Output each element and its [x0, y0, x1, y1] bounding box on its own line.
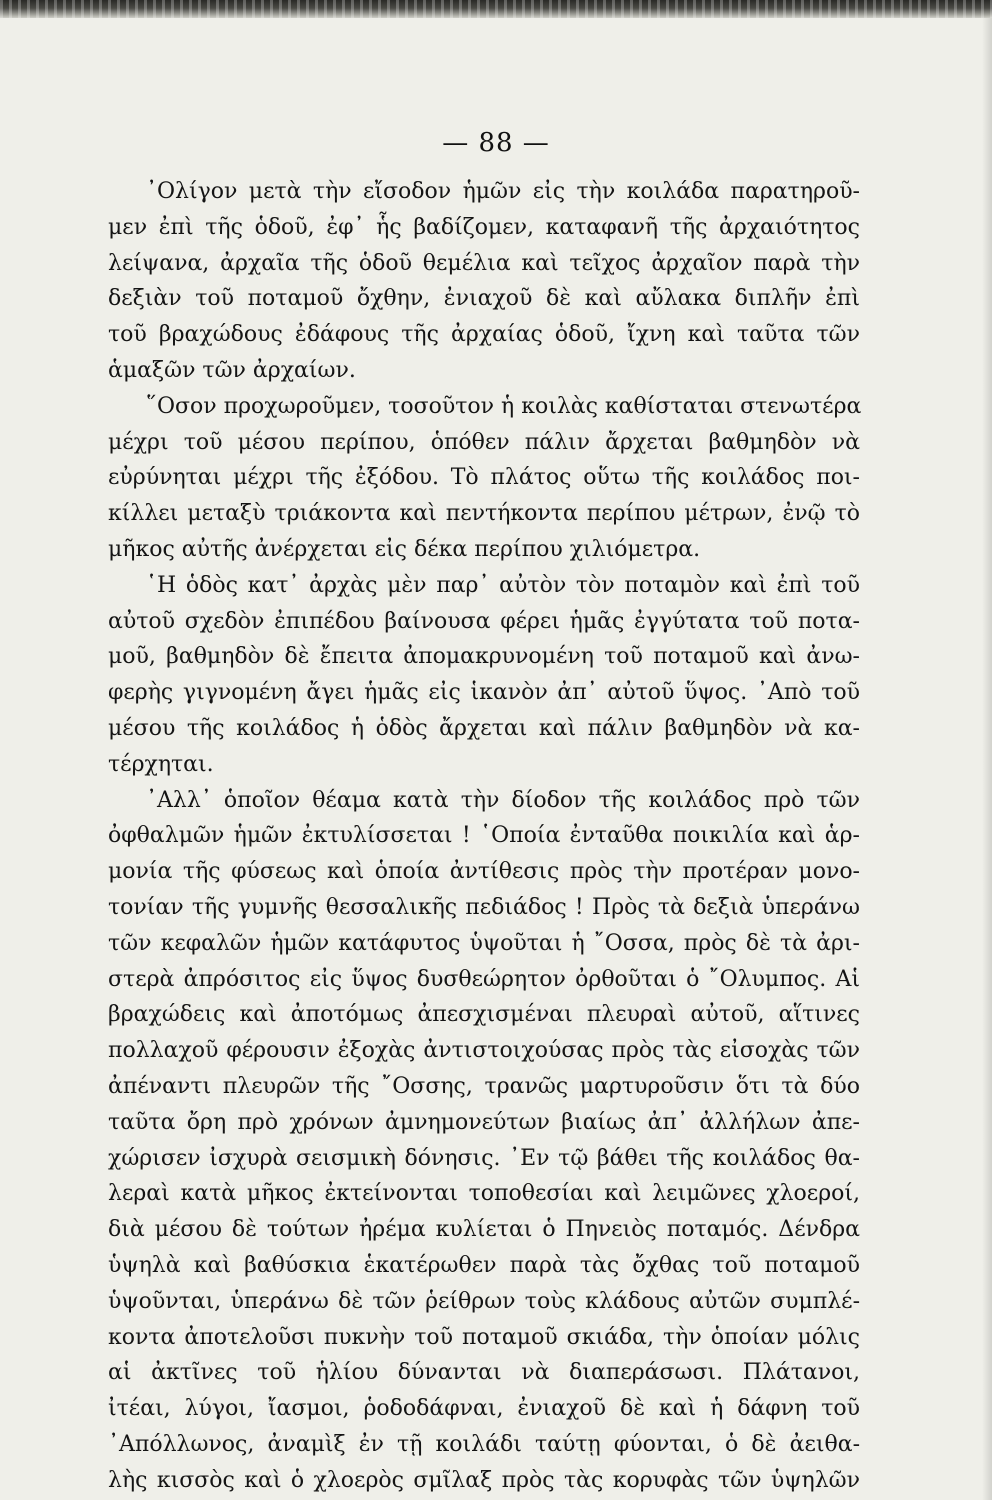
text-line: ἀπέναντι πλευρῶν τῆς ῎Οσσης, τρανῶς μαρτυροῦσιν ὅτι τὰ δύο: [108, 1073, 860, 1099]
text-line: λὴς κισσὸς καὶ ὁ χλοερὸς σμῖλαξ πρὸς τὰς κορυφὰς τῶν ὑψηλῶν: [108, 1467, 860, 1493]
text-line: μέσου τῆς κοιλάδος ἡ ὁδὸς ἄρχεται καὶ πάλιν βαθμηδὸν νὰ κα-: [108, 715, 860, 741]
paragraph-4: [108, 783, 860, 1499]
text-line: ῾Η ὁδὸς κατ᾿ ἀρχὰς μὲν παρ᾿ αὐτὸν τὸν ποταμὸν καὶ ἐπὶ τοῦ: [146, 572, 860, 598]
text-line: ῞Οσον προχωροῦμεν, τοσοῦτον ἡ κοιλὰς καθίσταται στενωτέρα: [146, 393, 862, 419]
text-line: λείψανα, ἀρχαῖα τῆς ὁδοῦ θεμέλια καὶ τεῖχος ἀρχαῖον παρὰ τὴν: [108, 250, 860, 276]
text-line: κοντα ἀποτελοῦσι πυκνὴν τοῦ ποταμοῦ σκιάδα, τὴν ὁποίαν μόλις: [108, 1324, 860, 1350]
text-line: ᾿Ολίγον μετὰ τὴν εἴσοδον ἡμῶν εἰς τὴν κοιλάδα παρατηροῦ-: [146, 179, 860, 204]
text-line: ὀφθαλμῶν ἡμῶν ἐκτυλίσσεται ! ῾Οποία ἐνταῦθα ποικιλία καὶ ἁρ-: [108, 823, 860, 849]
text-line: εὐρύνηται μέχρι τῆς ἐξόδου. Τὸ πλάτος οὕτω τῆς κοιλάδος ποι-: [108, 465, 860, 491]
text-line: μοῦ, βαθμηδὸν δὲ ἔπειτα ἀπομακρυνομένη τοῦ ποταμοῦ καὶ ἀνω-: [108, 644, 860, 670]
text-line: ὑψοῦνται, ὑπεράνω δὲ τῶν ῥείθρων τοὺς κλάδους αὐτῶν συμπλέ-: [108, 1288, 860, 1314]
text-line: αὐτοῦ σχεδὸν ἐπιπέδου βαίνουσα φέρει ἡμᾶς ἐγγύτατα τοῦ ποτα-: [108, 608, 860, 634]
text-line: ἁμαξῶν τῶν ἀρχαίων.: [108, 357, 356, 383]
text-line: μέχρι τοῦ μέσου περίπου, ὁπόθεν πάλιν ἄρχεται βαθμηδὸν νὰ: [108, 429, 860, 455]
body-text: [108, 174, 860, 1498]
text-line: ἰτέαι, λύγοι, ἴασμοι, ῥοδοδάφναι, ἐνιαχοῦ δὲ καὶ ἡ δάφνη τοῦ: [108, 1396, 860, 1422]
page-number: — 88 —: [442, 128, 550, 158]
text-line: βραχώδεις καὶ ἀποτόμως ἀπεσχισμέναι πλευραὶ αὐτοῦ, αἵτινες: [108, 1002, 860, 1028]
text-line: λεραὶ κατὰ μῆκος ἐκτείνονται τοποθεσίαι καὶ λειμῶνες χλοεροί,: [108, 1181, 860, 1207]
text-line: κίλλει μεταξὺ τριάκοντα καὶ πεντήκοντα περίπου μέτρων, ἐνῷ τὸ: [108, 501, 860, 527]
text-line: τέρχηται.: [108, 751, 214, 777]
text-line: ὑψηλὰ καὶ βαθύσκια ἑκατέρωθεν παρὰ τὰς ὄχθας τοῦ ποταμοῦ: [108, 1252, 860, 1278]
text-line: φερὴς γιγνομένη ἄγει ἡμᾶς εἰς ἱκανὸν ἀπ᾿ αὐτοῦ ὕψος. ᾿Απὸ τοῦ: [108, 680, 860, 706]
text-line: τονίαν τῆς γυμνῆς θεσσαλικῆς πεδιάδος ! Πρὸς τὰ δεξιὰ ὑπεράνω: [108, 894, 860, 920]
text-line: μῆκος αὐτῆς ἀνέρχεται εἰς δέκα περίπου χιλιόμετρα.: [108, 536, 701, 562]
scan-top-edge: [0, 0, 992, 18]
text-line: στερὰ ἀπρόσιτος εἰς ὕψος δυσθεώρητον ὀρθοῦται ὁ ῎Ολυμπος. Αἱ: [108, 966, 860, 992]
text-line: δεξιὰν τοῦ ποταμοῦ ὄχθην, ἐνιαχοῦ δὲ καὶ αὔλακα διπλῆν ἐπὶ: [108, 286, 860, 312]
text-line: τοῦ βραχώδους ἐδάφους τῆς ἀρχαίας ὁδοῦ, ἴχνη καὶ ταῦτα τῶν: [108, 322, 860, 348]
text-line: αἱ ἀκτῖνες τοῦ ἡλίου δύνανται νὰ διαπεράσωσι. Πλάτανοι,: [108, 1360, 860, 1386]
text-line: πολλαχοῦ φέρουσιν ἐξοχὰς ἀντιστοιχούσας πρὸς τὰς εἰσοχὰς τῶν: [108, 1038, 860, 1064]
text-line: ᾿Απόλλωνος, ἀναμὶξ ἐν τῇ κοιλάδι ταύτῃ φύονται, ὁ δὲ ἀειθα-: [108, 1431, 860, 1457]
text-line: χώρισεν ἰσχυρὰ σεισμικὴ δόνησις. ᾿Εν τῷ βάθει τῆς κοιλάδος θα-: [108, 1145, 860, 1171]
text-line: μονία τῆς φύσεως καὶ ὁποία ἀντίθεσις πρὸς τὴν προτέραν μονο-: [108, 859, 860, 885]
text-line: μεν ἐπὶ τῆς ὁδοῦ, ἐφ᾿ ἧς βαδίζομεν, καταφανῆ τῆς ἀρχαιότητος: [108, 214, 860, 240]
page-edge-shadow: [982, 18, 992, 1500]
paragraph-2: [108, 389, 860, 568]
paragraph-3: [108, 568, 860, 783]
text-line: ταῦτα ὄρη πρὸ χρόνων ἀμνημονεύτων βιαίως ἀπ᾿ ἀλλήλων ἀπε-: [108, 1109, 860, 1135]
paragraph-1: [108, 174, 860, 389]
text-line: τῶν κεφαλῶν ἡμῶν κατάφυτος ὑψοῦται ἡ ῎Οσσα, πρὸς δὲ τὰ ἀρι-: [108, 930, 860, 956]
text-line: ᾿Αλλ᾿ ὁποῖον θέαμα κατὰ τὴν δίοδον τῆς κοιλάδος πρὸ τῶν: [146, 787, 860, 813]
text-line: διὰ μέσου δὲ τούτων ἠρέμα κυλίεται ὁ Πηνειὸς ποταμός. Δένδρα: [108, 1217, 860, 1243]
